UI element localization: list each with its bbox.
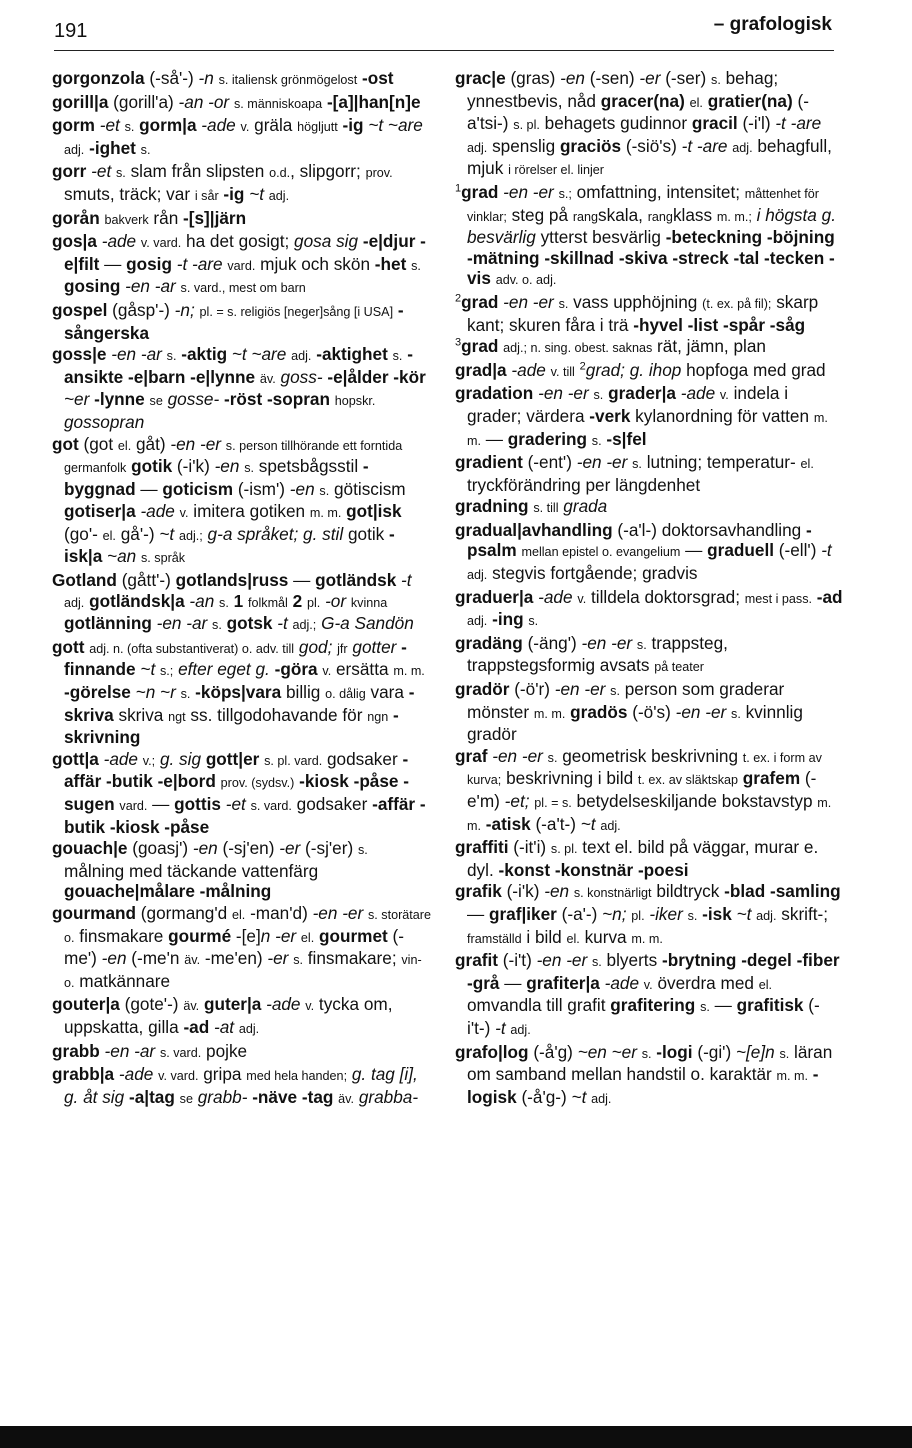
dictionary-entry: gott|a -ade v.; g. sig gott|er s. pl. vard. godsaker -affär -butik -e|bord prov. (sydsv.) -kiosk -påse -sugen vard. — gottis -et s. vard. godsaker -affär -butik -kiosk -påse xyxy=(52,748,426,837)
page-number: 191 xyxy=(54,20,88,42)
dictionary-entry: gradör (-ö'r) -en -er s. person som graderar mönster m. m. gradös (-ö's) -en -er s. kvinnlig gradör xyxy=(455,679,803,745)
dictionary-entry: grad|a -ade v. till $^2$grad; g. ihop hopfoga med grad xyxy=(455,359,826,380)
dictionary-entry: got (got el. gåt) -en -er s. person tillhörande ett forntida germanfolk gotik (-i'k) -en s. spetsbågsstil -byggnad — goticism (-ism') -en s. götiscism gotiser|a -ade v. imitera gotiken m. m. got|isk (go'- el. gå'-) ~t adj.; g-a språket; g. stil gotik -isk|a ~an s. språk xyxy=(52,433,406,567)
dictionary-entry: gorr -et s. slam från slipsten o.d., slipgorr; prov. smuts, träck; var i sår -ig ~t adj. xyxy=(52,161,393,204)
dictionary-entry: goss|e -en -ar s. -aktig ~t ~are adj. -aktighet s. -ansikte -e|barn -e|lynne äv. goss- -e|ålder -kör ~er -lynne se gosse- -röst -sopran hopskr. gossopran xyxy=(52,344,426,432)
dictionary-entry: gouter|a (gote'-) äv. guter|a -ade v. tycka om, uppskatta, gilla -ad -at adj. xyxy=(52,994,393,1037)
dictionary-entry: gouach|e (goasj') -en (-sj'en) -er (-sj'er) s. målning med täckande vattenfärg gouache|målare -målning xyxy=(52,838,368,902)
dictionary-entry: grafo|log (-å'g) ~en ~er s. -logi (-gi') ~[e]n s. läran om samband mellan handstil o. karaktär m. m. -logisk (-å'g-) ~t adj. xyxy=(455,1041,833,1107)
dictionary-entry: gradient (-ent') -en -er s. lutning; temperatur- el. tryckförändring per längdenhet xyxy=(455,452,814,495)
dictionary-entry: gos|a -ade v. vard. ha det gosigt; gosa sig -e|djur -e|filt — gosig -t -are vard. mjuk och skön -het s. gosing -en -ar s. vard., mest om barn xyxy=(52,231,426,297)
dictionary-entry: gospel (gåsp'-) -n; pl. = s. religiös [neger]sång [i USA] -sångerska xyxy=(52,299,404,343)
left-column xyxy=(52,68,432,1110)
header-rule xyxy=(54,50,834,51)
running-header-word: – grafologisk xyxy=(713,14,832,35)
dictionary-entry: gorill|a (gorill'a) -an -or s. människoapa -[a]|han[n]e xyxy=(52,91,421,112)
dictionary-entry: grabb|a -ade v. vard. gripa med hela handen; g. tag [i], g. åt sig -a|tag se grabb- -näve -tag äv. grabba- xyxy=(52,1064,419,1107)
dictionary-entry: graf -en -er s. geometrisk beskrivning t. ex. i form av kurva; beskrivning i bild t. ex. av släktskap grafem (-e'm) -et; pl. = s. betydelseskiljande bokstavstyp m. m. -atisk (-a't-) ~t adj. xyxy=(455,745,832,834)
dictionary-entry: grafik (-i'k) -en s. konstnärligt bildtryck -blad -samling — graf|iker (-a'-) ~n; pl. -iker s. -isk ~t adj. skrift-; framställd i bild el. kurva m. m. xyxy=(455,881,841,947)
dictionary-entry: grac|e (gras) -en (-sen) -er (-ser) s. behag; ynnestbevis, nåd gracer(na) el. gratier(na) (-a'tsi-) s. pl. behagets gudinnor gracil (-i'l) -t -are adj. spenslig graciös (-siö's) -t -are adj. behagfull, mjuk i rörelser el. linjer xyxy=(455,68,832,179)
dictionary-entry: gradning s. till grada xyxy=(455,496,608,517)
dictionary-entry: gradäng (-äng') -en -er s. trappsteg, trappstegsformig avsats på teater xyxy=(455,632,728,676)
dictionary-entry: $^3$grad adj.; n. sing. obest. saknas rät, jämn, plan xyxy=(455,336,766,357)
dictionary-entry: gorm -et s. gorm|a -ade v. gräla högljutt -ig ~t ~are adj. -ighet s. xyxy=(52,115,423,158)
dictionary-entry: grabb -en -ar s. vard. pojke xyxy=(52,1040,248,1061)
right-column xyxy=(455,68,843,1110)
dictionary-entry: gradation -en -er s. grader|a -ade v. indela i grader; värdera -verk kylanordning för vatten m. m. — gradering s. -s|fel xyxy=(455,383,828,449)
dictionary-entry: $^2$grad -en -er s. vass upphöjning (t. ex. på fil); skarp kant; skuren fåra i trä -hyvel -list -spår -såg xyxy=(455,291,819,335)
dictionary-entry: gott adj. n. (ofta substantiverat) o. adv. till god; jfr gotter -finnande ~t s.; efter eget g. -göra v. ersätta m. m. -görelse ~n ~r s. -köps|vara billig o. dålig vara -skriva skriva ngt ss. tillgodohavande för ngn -skrivning xyxy=(52,636,425,748)
dictionary-entry: gorgonzola (-så'-) -n s. italiensk grönmögelost -ost xyxy=(52,68,394,88)
dictionary-entry: Gotland (gått'-) gotlands|russ — gotländsk -t adj. gotländsk|a -an s. 1 folkmål 2 pl. -or kvinna gotlänning -en -ar s. gotsk -t adj.; G-a Sandön xyxy=(52,570,414,634)
dictionary-entry: graffiti (-it'i) s. pl. text el. bild på väggar, murar e. dyl. -konst -konstnär -poesi xyxy=(455,837,819,880)
dictionary-entry: gourmand (gormang'd el. -man'd) -en -er s. storätare o. finsmakare gourmé -[e]n -er el. gourmet (-me') -en (-me'n äv. -me'en) -er s. finsmakare; vin- o. matkännare xyxy=(52,902,431,991)
dictionary-entry: gorån bakverk rån -[s]|järn xyxy=(52,207,247,228)
scan-footer-bar xyxy=(0,1426,912,1448)
dictionary-entry: grafit (-i't) -en -er s. blyerts -brytning -degel -fiber -grå — grafiter|a -ade v. överdra med el. omvandla till grafit grafitering s. — grafitisk (-i't-) -t adj. xyxy=(455,950,840,1038)
dictionary-entry: gradual|avhandling (-a'l-) doktorsavhandling -psalm mellan epistel o. evangelium — graduell (-ell') -t adj. stegvis fortgående; gradvis xyxy=(455,519,832,584)
dictionary-entry: $^1$grad -en -er s.; omfattning, intensitet; måttenhet för vinklar; steg på rangskala, rangklass m. m.; i högsta g. besvärlig ytterst besvärlig -beteckning -böjning -mätning -skillnad -skiva -streck -tal -tecken -vis adv. o. adj. xyxy=(455,181,836,289)
dictionary-entry: graduer|a -ade v. tilldela doktorsgrad; mest i pass. -ad adj. -ing s. xyxy=(455,586,843,630)
